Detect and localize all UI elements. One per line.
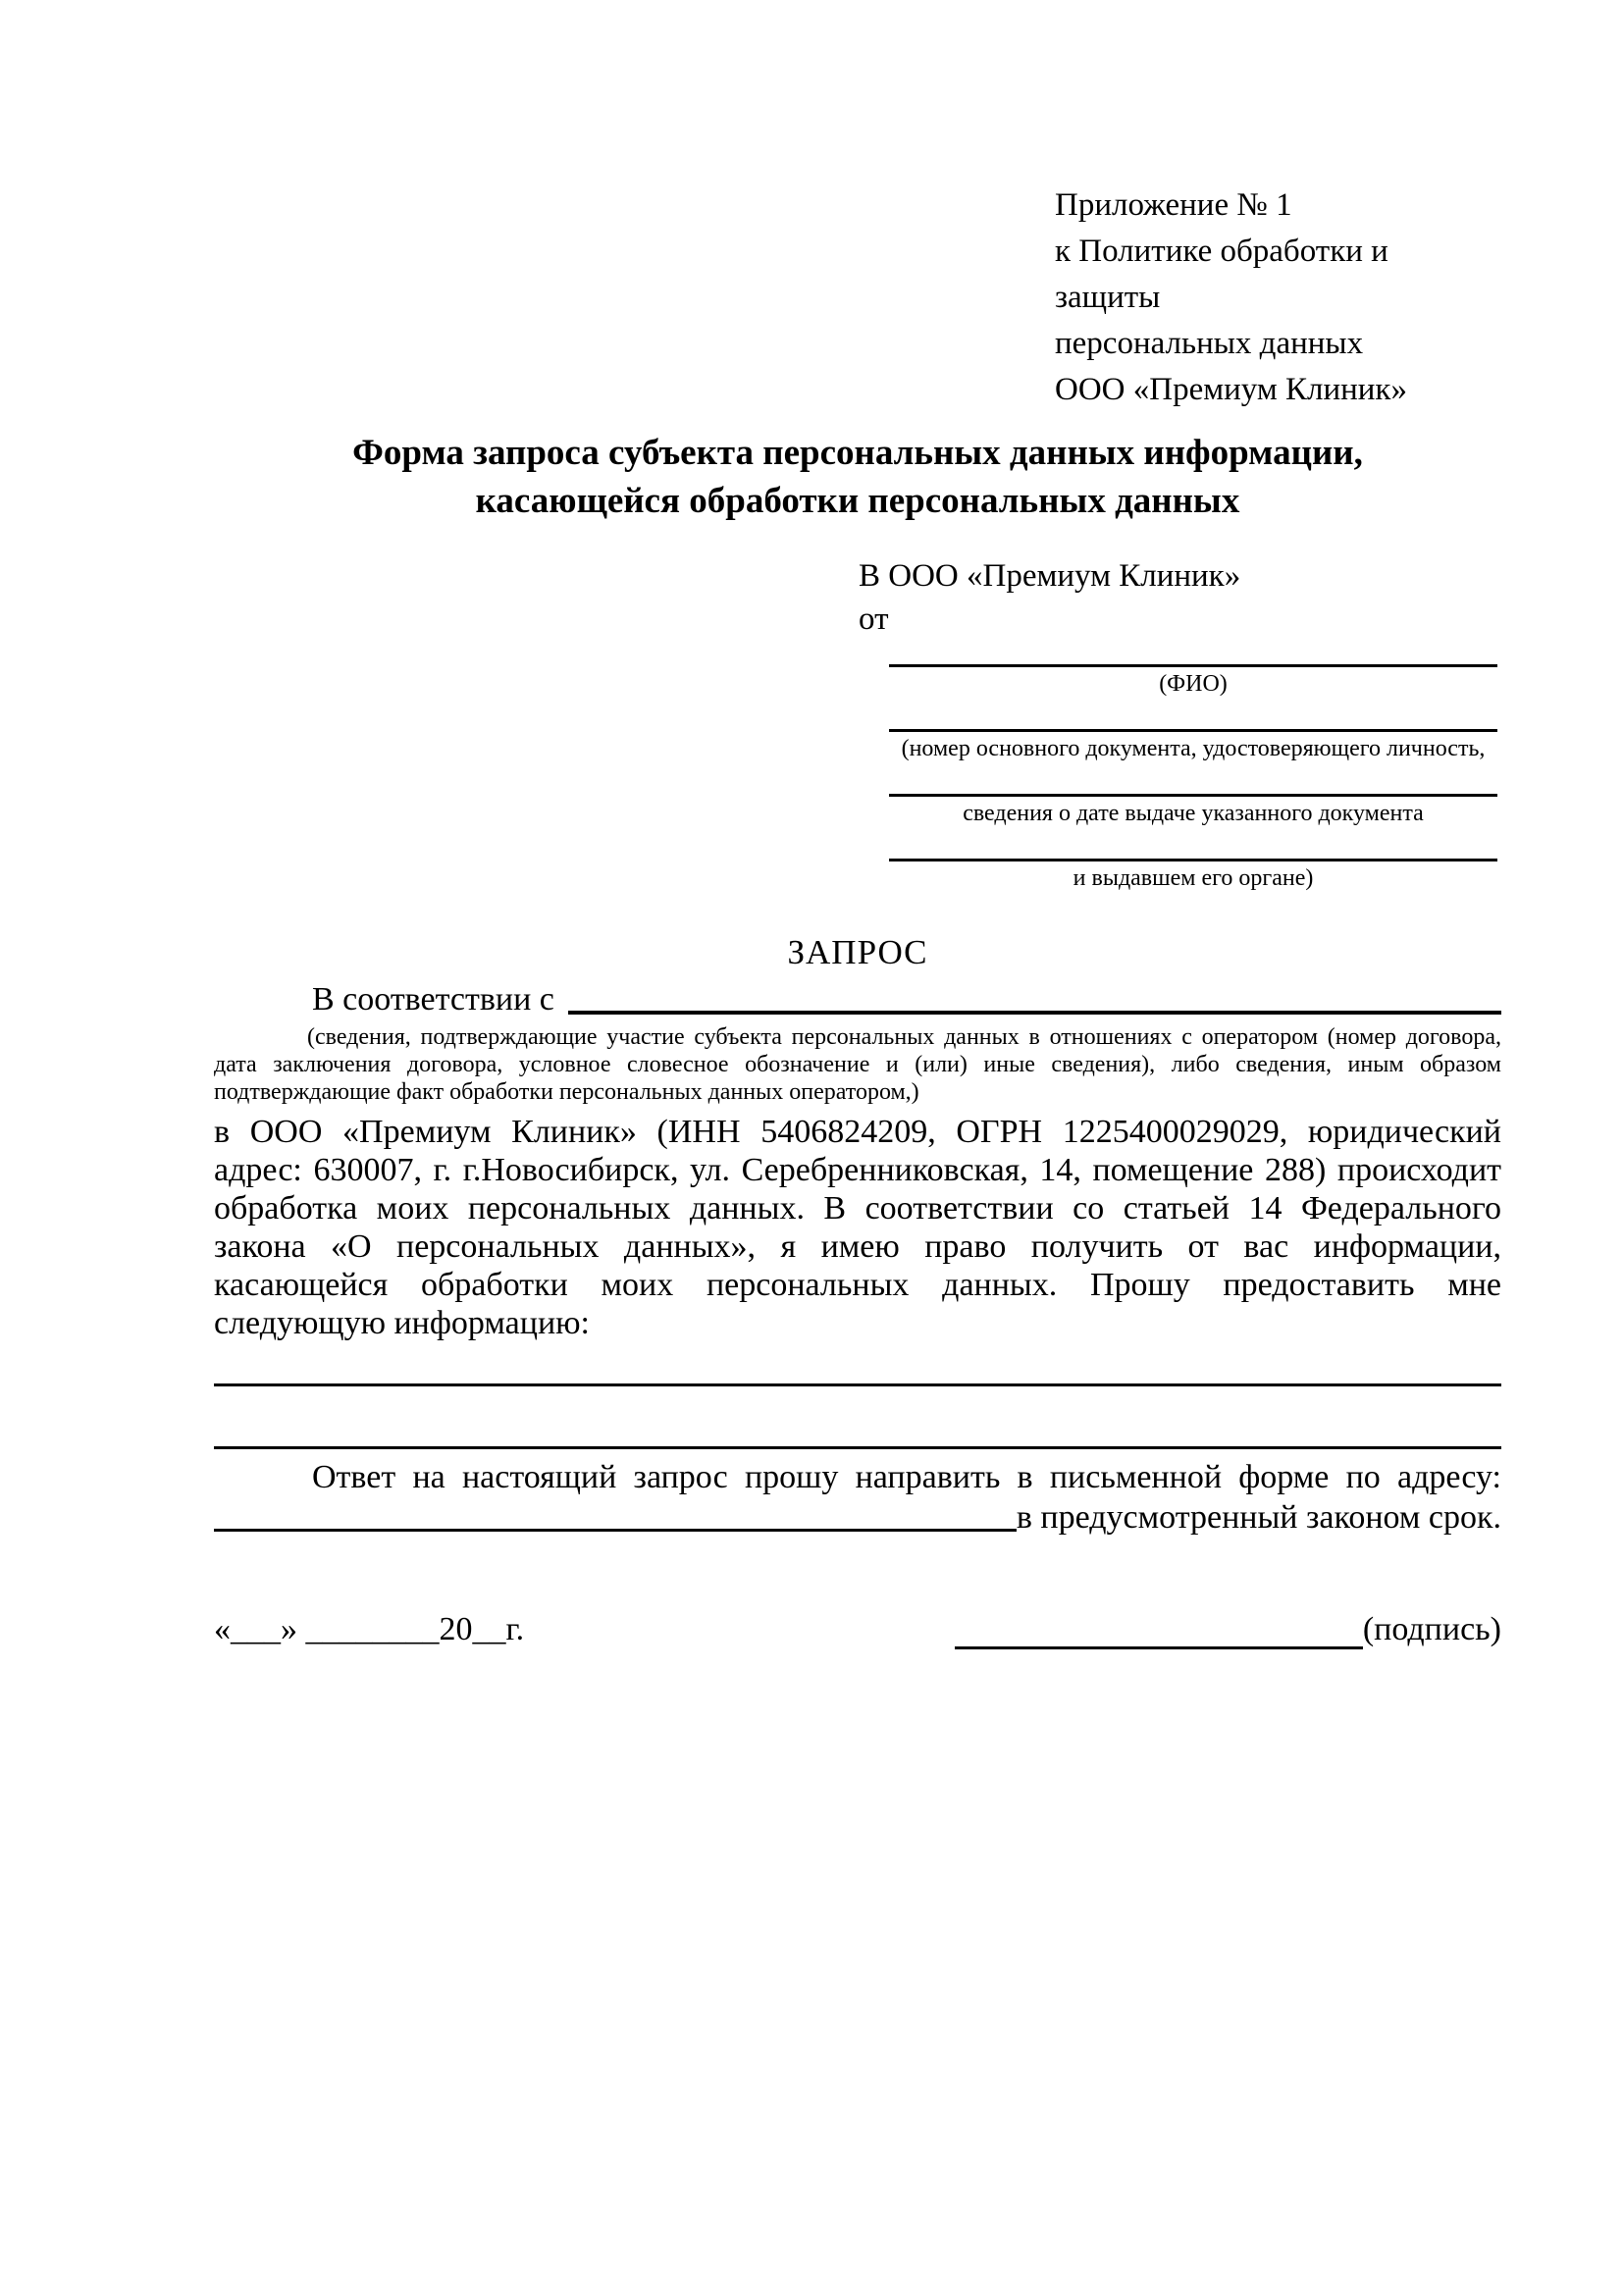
document-number-field — [889, 729, 1497, 761]
issuing-authority-field-line — [889, 859, 1497, 861]
response-line: Ответ на настоящий запрос прошу направить в письменной форме по адресу: — [312, 1459, 1501, 1495]
compliance-prefix: В соответствии с — [312, 981, 554, 1018]
signature-row — [214, 1610, 1501, 1649]
title-line-1: Форма запроса субъекта персональных данных информации, — [352, 433, 1363, 473]
addressee-to: В ООО «Премиум Клиник» — [859, 558, 1241, 594]
document-number-caption: (номер основного документа, удостоверяющего личность, — [901, 736, 1486, 761]
response-address-row — [214, 1497, 1501, 1538]
signature-field-line — [955, 1611, 1363, 1649]
response-paragraph — [214, 1457, 1501, 1538]
compliance-row — [214, 980, 1501, 1019]
appendix-block — [1055, 0, 1501, 413]
address-field-line — [214, 1497, 1017, 1532]
date-field: «___» ________20__г. — [214, 1611, 525, 1647]
document-number-field-line — [889, 729, 1497, 732]
deadline-text: в предусмотренный законом срок. — [1016, 1499, 1501, 1536]
appendix-line-1: Приложение № 1 — [1055, 187, 1292, 223]
issuing-authority-caption: и выдавшем его органе) — [1073, 865, 1314, 891]
issue-date-field — [889, 794, 1497, 826]
note-text: (сведения, подтверждающие участие субъекта персональных данных в отношениях с оператором (номер договора, дата заключения договора, условное словесное обозначение и (или) иные сведения), либо сведения, иным образом подтверждающие факт обработки персональных данных оператором,) — [214, 1024, 1501, 1105]
issuing-authority-field — [889, 859, 1497, 891]
info-field-line-2 — [214, 1446, 1501, 1449]
addressee-fields — [889, 664, 1497, 891]
appendix-line-4: ООО «Премиум Клиник» — [1055, 372, 1407, 407]
request-heading: ЗАПРОС — [787, 933, 928, 971]
appendix-line-2: к Политике обработки и защиты — [1055, 234, 1388, 315]
body-text: в ООО «Премиум Клиник» (ИНН 5406824209, ОГРН 1225400029029, юридический адрес: 630007, г. г.Новосибирск, ул. Серебренниковская, 14, помещение 288) происходит обработка моих персональных данных. В соответствии со статьей 14 Федерального закона «О персональных данных», я имею право получить от вас информации, касающейся обработки моих персональных данных. Прошу предоставить мне следующую информацию: — [214, 1114, 1501, 1341]
fio-field — [889, 664, 1497, 697]
compliance-field-line — [568, 980, 1501, 1015]
appendix-line-3: персональных данных — [1055, 326, 1364, 361]
addressee-block — [859, 554, 1497, 891]
issue-date-field-line — [889, 794, 1497, 797]
addressee-from-label: от — [859, 601, 889, 637]
issue-date-caption: сведения о дате выдаче указанного документа — [963, 801, 1424, 826]
title-line-2: касающейся обработки персональных данных — [475, 481, 1240, 521]
page-title — [214, 429, 1501, 525]
fio-caption: (ФИО) — [1159, 671, 1228, 697]
signature-caption: (подпись) — [1362, 1611, 1501, 1647]
info-field-line-1 — [214, 1383, 1501, 1386]
fio-field-line — [889, 664, 1497, 667]
signature-area — [955, 1610, 1501, 1649]
